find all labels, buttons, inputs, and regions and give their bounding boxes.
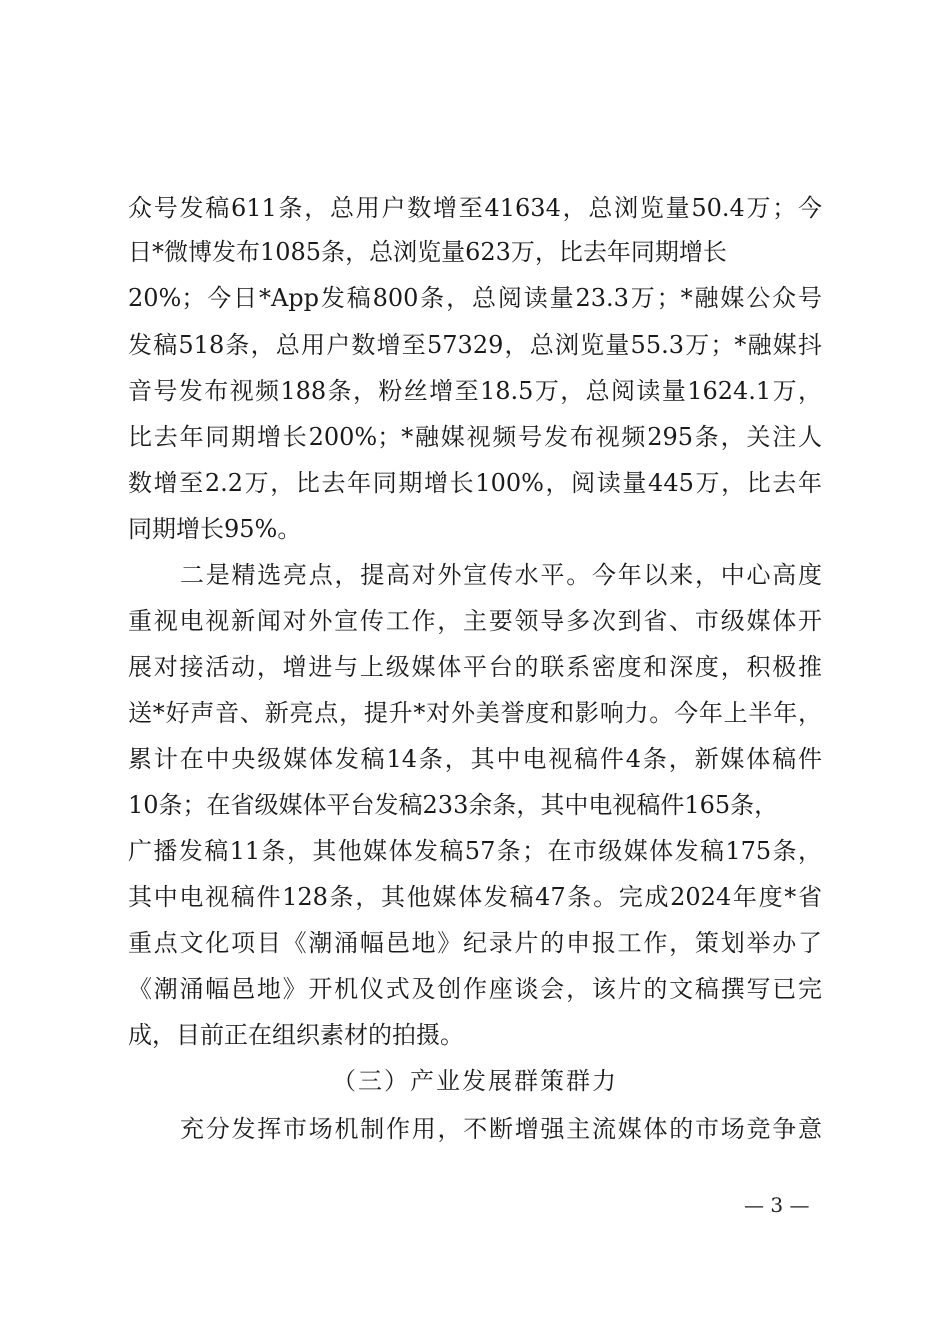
paragraph-line: 10条；在省级媒体平台发稿233余条，其中电视稿件165条，	[128, 791, 779, 819]
paragraph-line: 重点文化项目《潮涌幅邑地》纪录片的申报工作，策划举办了	[128, 929, 822, 957]
paragraph-line: 送*好声音、新亮点，提升*对外美誉度和影响力。今年上半年，	[128, 699, 822, 727]
paragraph-line: 展对接活动，增进与上级媒体平台的联系密度和深度，积极推	[128, 653, 822, 681]
paragraph-line: 其中电视稿件128条，其他媒体发稿47条。完成2024年度*省	[128, 883, 822, 911]
paragraph-line: 二是精选亮点，提高对外宣传水平。今年以来，中心高度	[180, 561, 822, 589]
paragraph-line: 同期增长95%。	[128, 515, 302, 543]
page-number: — 3 —	[744, 1193, 810, 1217]
section-heading: （三）产业发展群策群力	[332, 1067, 618, 1095]
paragraph-line: 累计在中央级媒体发稿14条，其中电视稿件4条，新媒体稿件	[128, 745, 822, 773]
paragraph-line: 音号发布视频188条，粉丝增至18.5万，总阅读量1624.1万，	[128, 377, 822, 405]
paragraph-line: 比去年同期增长200%；*融媒视频号发布视频295条，关注人	[128, 423, 822, 451]
paragraph-line: 广播发稿11条，其他媒体发稿57条；在市级媒体发稿175条，	[128, 837, 822, 865]
paragraph-line: 20%；今日*App发稿800条，总阅读量23.3万；*融媒公众号	[128, 284, 822, 312]
paragraph-line: 成，目前正在组织素材的拍摄。	[128, 1021, 464, 1049]
paragraph-line: 重视电视新闻对外宣传工作，主要领导多次到省、市级媒体开	[128, 607, 822, 635]
paragraph-line: 数增至2.2万，比去年同期增长100%，阅读量445万，比去年	[128, 469, 822, 497]
paragraph-line: 《潮涌幅邑地》开机仪式及创作座谈会，该片的文稿撰写已完	[128, 975, 822, 1003]
paragraph-line: 充分发挥市场机制作用，不断增强主流媒体的市场竞争意	[180, 1115, 822, 1143]
paragraph-line: 众号发稿611条，总用户数增至41634，总浏览量50.4万；今	[128, 194, 822, 222]
paragraph-line: 日*微博发布1085条，总浏览量623万，比去年同期增长	[128, 238, 727, 266]
paragraph-line: 发稿518条，总用户数增至57329，总浏览量55.3万；*融媒抖	[128, 331, 822, 359]
